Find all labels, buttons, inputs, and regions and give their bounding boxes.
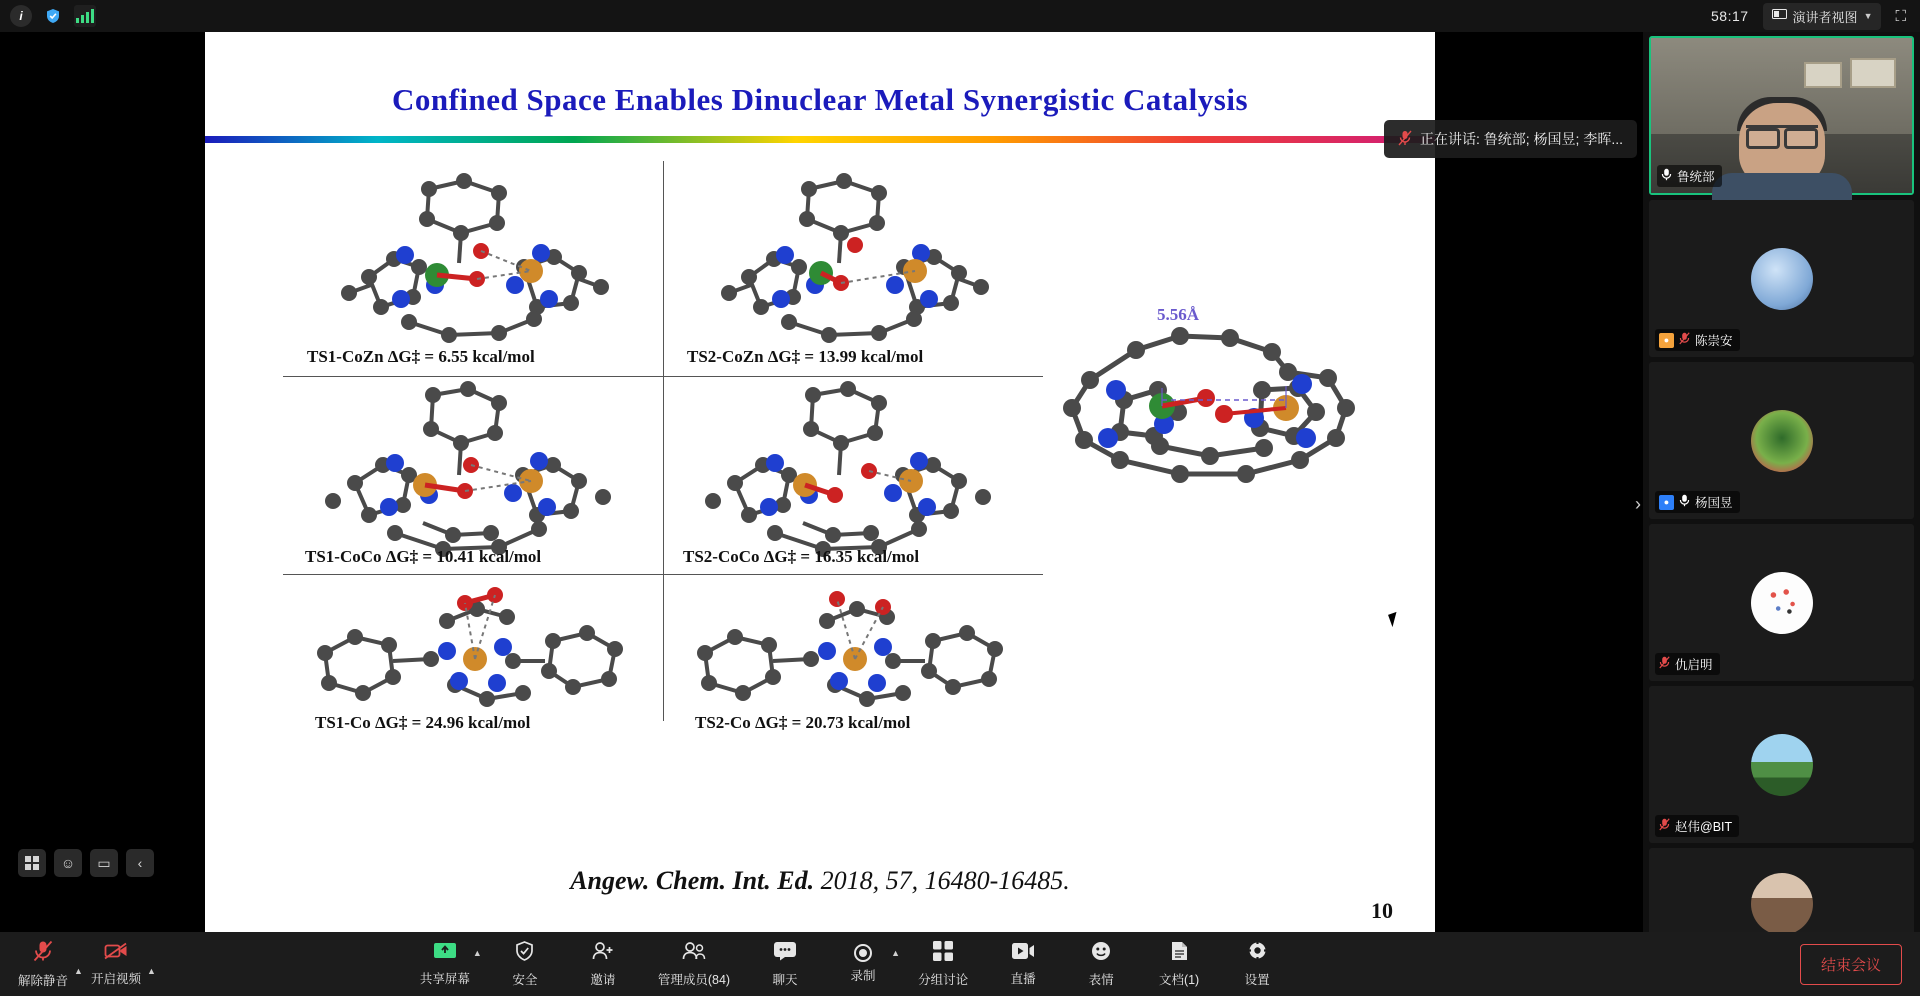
molecule-structure-ts1-co	[307, 581, 647, 731]
chat-button[interactable]	[754, 932, 816, 996]
toolbar-center-group	[412, 932, 1288, 996]
avatar	[1751, 572, 1813, 634]
participant-namebar	[1655, 491, 1740, 513]
chat-label: 聊天	[772, 972, 798, 987]
participant-name: 杨国昱	[1695, 496, 1733, 510]
participants-filmstrip[interactable]	[1643, 32, 1920, 932]
mic-muted-icon	[1659, 656, 1670, 672]
manage-participants-button[interactable]	[650, 932, 738, 996]
top-bar-left	[0, 5, 96, 27]
avatar	[1751, 410, 1813, 472]
live-stream-button[interactable]	[992, 932, 1054, 996]
profile-badge-icon: ●	[1659, 333, 1674, 348]
participant-namebar	[1655, 329, 1740, 351]
invite-button[interactable]	[572, 932, 634, 996]
video-options-caret-icon[interactable]: ▲	[146, 966, 156, 976]
participant-name: 鲁统部	[1677, 170, 1715, 184]
molecule-structure-ts2-co	[687, 581, 1027, 731]
reactions-icon	[1091, 941, 1111, 966]
presentation-slide	[205, 32, 1435, 932]
start-video-label: 开启视频	[90, 971, 141, 986]
record-label: 录制	[850, 969, 876, 983]
chat-icon	[773, 941, 797, 966]
record-button[interactable]	[832, 932, 901, 996]
structures-grid	[283, 161, 1043, 761]
molecule-structure-ts1-coco	[303, 383, 643, 563]
breakout-rooms-label: 分组讨论	[918, 972, 969, 987]
caption-ts2-co: TS2-Co ΔG‡ = 20.73 kcal/mol	[695, 713, 911, 732]
security-button[interactable]	[494, 932, 556, 996]
participant-tile[interactable]	[1649, 200, 1914, 357]
participants-icon	[682, 941, 706, 966]
collapse-icon[interactable]: ‹	[126, 849, 154, 877]
unmute-button[interactable]	[10, 932, 76, 996]
mic-muted-icon	[1659, 818, 1670, 834]
info-icon[interactable]: i	[10, 5, 32, 27]
speaking-notification-text: 正在讲话: 鲁统部; 杨国昱; 李晖...	[1419, 131, 1623, 147]
mic-muted-icon	[33, 940, 53, 967]
participant-namebar	[1655, 653, 1720, 675]
mic-on-icon	[1679, 494, 1690, 510]
mouse-cursor	[1388, 612, 1401, 627]
share-screen-button[interactable]	[412, 932, 482, 996]
participant-name: 仇启明	[1675, 658, 1713, 672]
slide-figure-area	[205, 143, 1435, 783]
invite-label: 邀请	[590, 972, 616, 987]
participant-name: 赵伟@BIT	[1675, 820, 1733, 834]
slide-citation	[205, 866, 1435, 896]
settings-gear-icon	[1247, 940, 1268, 966]
profile-badge-icon: ●	[1659, 495, 1674, 510]
documents-label: 文档(1)	[1158, 972, 1200, 987]
view-switch-label: 演讲者视图	[1792, 9, 1858, 25]
distance-label: 5.56Å	[1157, 305, 1200, 324]
slide-title: Confined Space Enables Dinuclear Metal Synergistic Catalysis	[391, 82, 1249, 117]
unmute-label: 解除静音	[18, 973, 69, 988]
participant-name: 陈崇安	[1695, 334, 1733, 348]
record-options-caret-icon[interactable]: ▲	[891, 948, 901, 958]
breakout-rooms-icon	[933, 941, 953, 966]
caption-ts1-coco: TS1-CoCo ΔG‡ = 10.41 kcal/mol	[305, 547, 542, 566]
mic-on-icon	[1661, 168, 1672, 184]
documents-icon	[1171, 941, 1188, 966]
settings-label: 设置	[1244, 973, 1270, 987]
speaking-notification	[1384, 120, 1637, 158]
share-options-caret-icon[interactable]: ▲	[472, 948, 482, 958]
audio-options-caret-icon[interactable]: ▲	[74, 966, 83, 976]
toolbar-right-group	[1800, 944, 1920, 985]
emoji-icon[interactable]: ☺	[54, 849, 82, 877]
settings-button[interactable]	[1226, 932, 1288, 996]
caption-ts2-cozn: TS2-CoZn ΔG‡ = 13.99 kcal/mol	[687, 347, 924, 366]
next-slide-icon[interactable]: ›	[1635, 494, 1641, 514]
molecule-structure-ts2-coco	[683, 383, 1023, 563]
screen-icon	[1772, 9, 1787, 24]
security-label: 安全	[512, 972, 538, 987]
top-bar-right	[1711, 3, 1920, 30]
rainbow-divider	[205, 136, 1435, 143]
toolbar-left-group	[0, 932, 156, 996]
invite-icon	[592, 941, 614, 966]
citation-rest: 2018, 57, 16480-16485.	[814, 866, 1070, 895]
top-bar	[0, 0, 1920, 32]
avatar	[1751, 873, 1813, 935]
view-switch-button[interactable]	[1763, 3, 1882, 30]
shield-icon[interactable]	[42, 5, 64, 27]
live-stream-label: 直播	[1010, 971, 1036, 986]
participant-namebar	[1655, 815, 1739, 837]
video-off-icon	[104, 942, 128, 965]
caption-ts2-coco: TS2-CoCo ΔG‡ = 16.35 kcal/mol	[683, 547, 920, 566]
chevron-down-icon: ▼	[1863, 11, 1873, 21]
participant-tile[interactable]	[1649, 36, 1914, 195]
mic-muted-icon	[1679, 332, 1690, 348]
stage-floating-tools	[18, 849, 154, 877]
citation-journal: Angew. Chem. Int. Ed.	[570, 866, 815, 895]
grid-icon[interactable]	[18, 849, 46, 877]
avatar	[1751, 734, 1813, 796]
meeting-timer: 58:17	[1711, 8, 1749, 24]
molecule-structure-ts1-cozn	[309, 167, 639, 347]
grid-horizontal-divider-1	[283, 376, 1043, 377]
share-screen-icon	[433, 942, 457, 965]
breakout-rooms-button[interactable]	[910, 932, 976, 996]
molecule-structure-distance	[1050, 328, 1390, 488]
fullscreen-icon[interactable]: ⛶	[1895, 7, 1906, 25]
signal-icon[interactable]	[74, 5, 96, 27]
live-stream-icon	[1011, 942, 1035, 965]
documents-button[interactable]	[1148, 932, 1210, 996]
reactions-label: 表情	[1088, 972, 1114, 987]
chat-icon[interactable]: ▭	[90, 849, 118, 877]
share-screen-label: 共享屏幕	[419, 971, 470, 986]
end-meeting-button[interactable]: 结束会议	[1800, 944, 1902, 985]
manage-participants-label: 管理成员(84)	[657, 972, 731, 987]
record-icon	[854, 944, 872, 962]
shield-icon	[515, 941, 534, 966]
participant-tile[interactable]	[1649, 686, 1914, 843]
caption-ts1-co: TS1-Co ΔG‡ = 24.96 kcal/mol	[315, 713, 531, 732]
grid-vertical-divider	[663, 161, 664, 721]
shared-screen-stage	[0, 32, 1643, 932]
participant-tile[interactable]	[1649, 362, 1914, 519]
grid-horizontal-divider-2	[283, 574, 1043, 575]
avatar	[1751, 248, 1813, 310]
meeting-toolbar	[0, 932, 1920, 996]
participant-namebar	[1657, 165, 1722, 187]
participant-tile[interactable]	[1649, 524, 1914, 681]
molecule-structure-ts2-cozn	[689, 167, 1019, 347]
caption-ts1-cozn: TS1-CoZn ΔG‡ = 6.55 kcal/mol	[307, 347, 535, 366]
reactions-button[interactable]	[1070, 932, 1132, 996]
start-video-button[interactable]	[83, 932, 149, 996]
slide-page-number: 10	[1371, 898, 1393, 923]
mic-muted-icon	[1398, 130, 1412, 149]
